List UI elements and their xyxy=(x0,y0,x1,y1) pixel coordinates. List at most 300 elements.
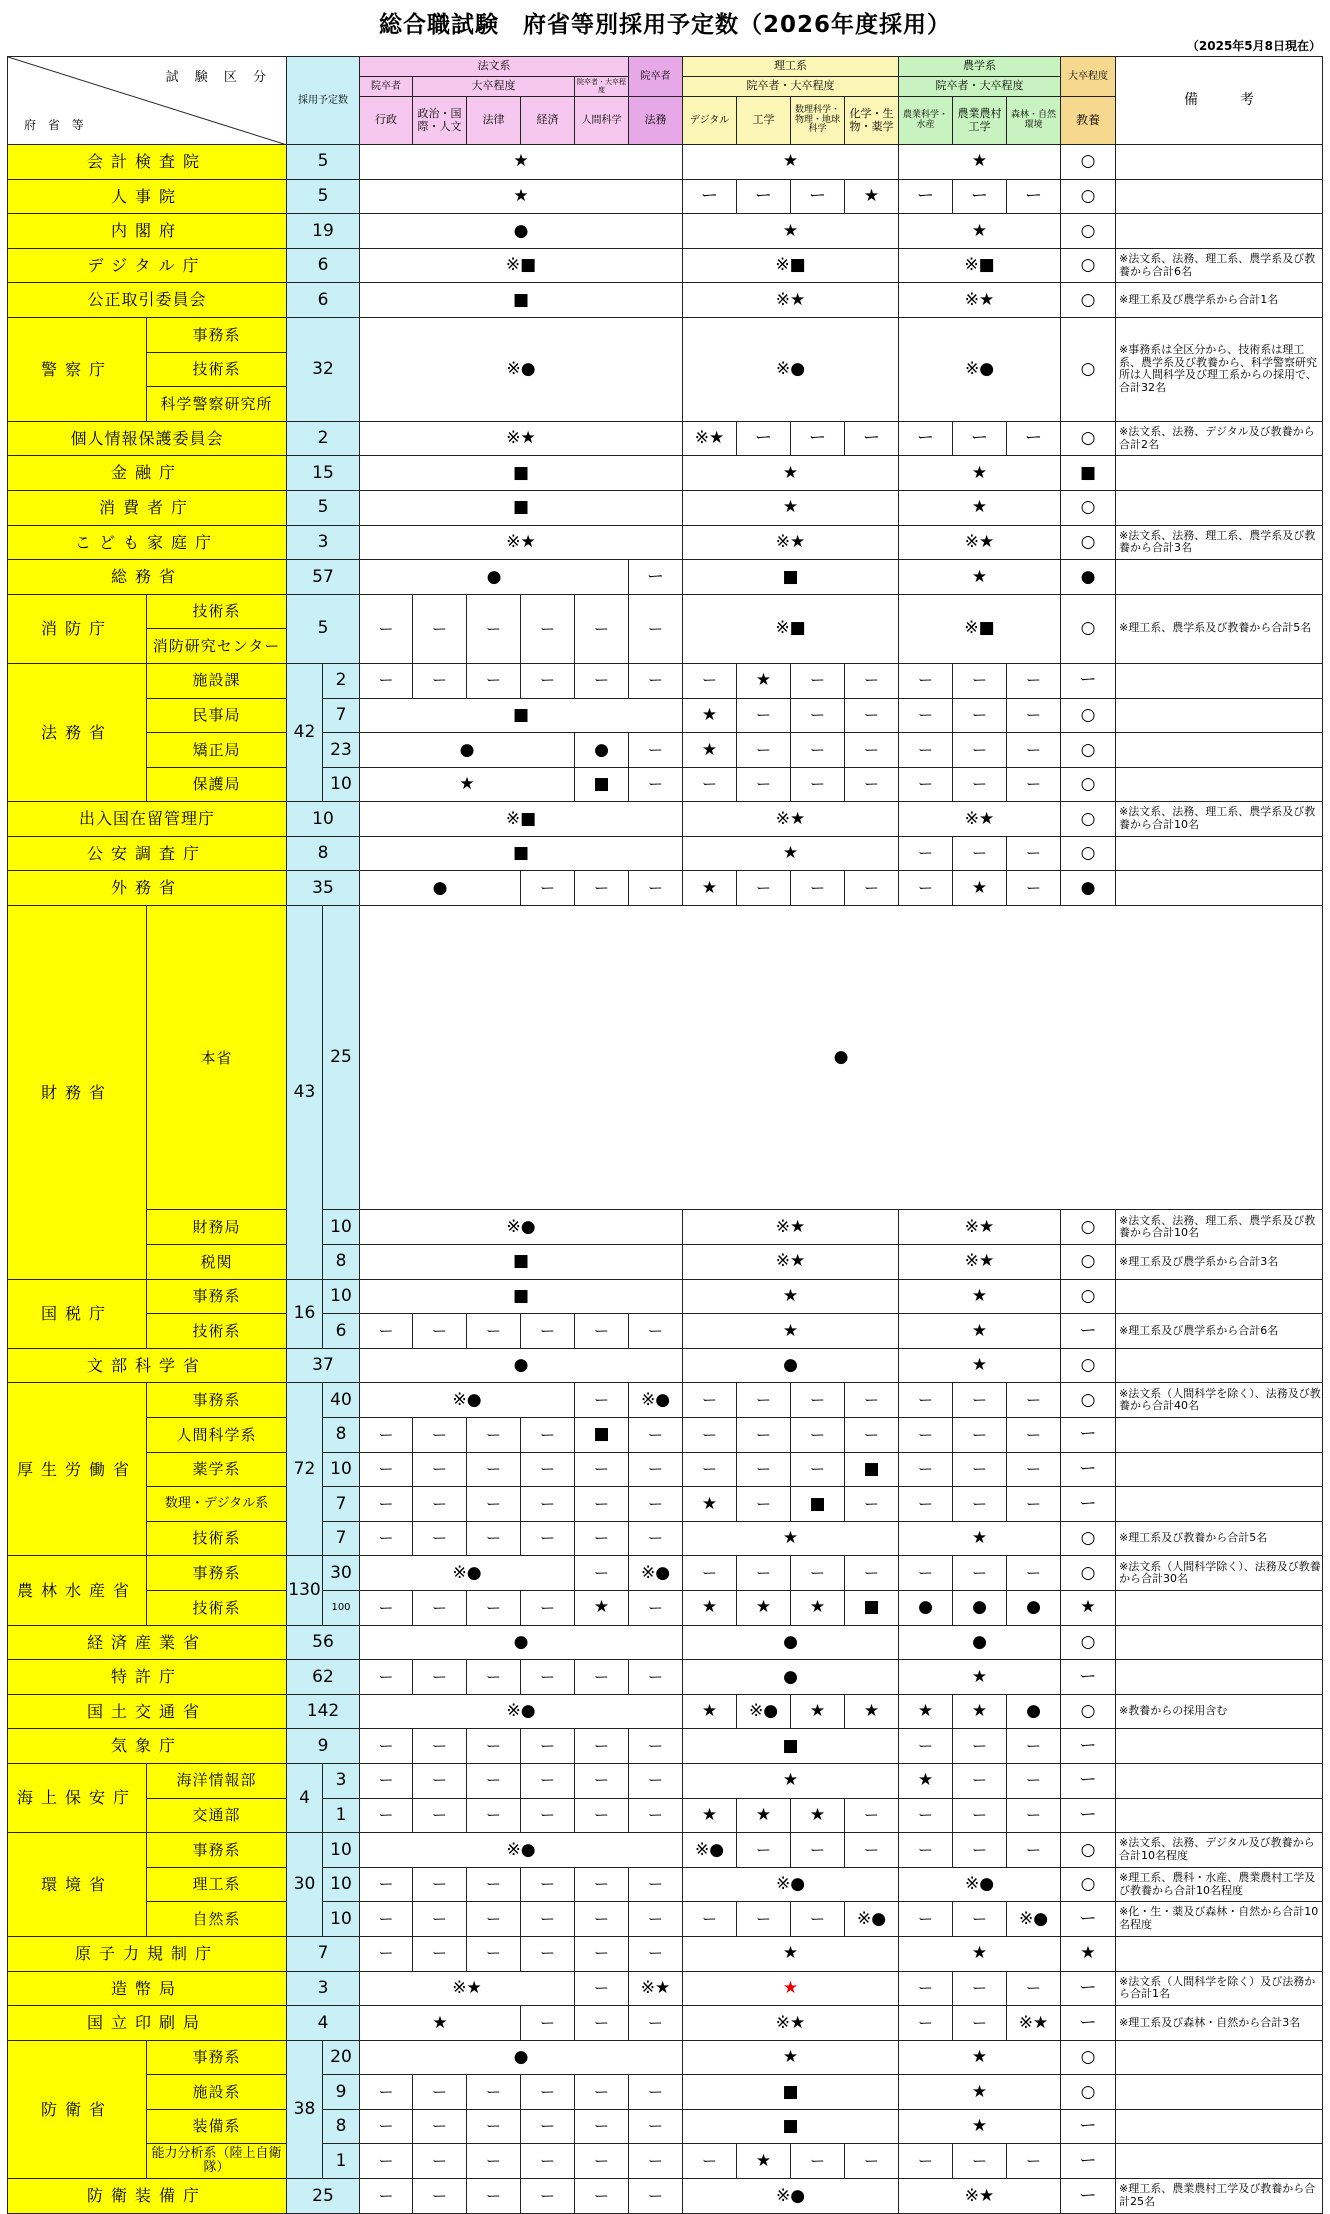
ministry-name: 農林水産省 xyxy=(8,1556,147,1625)
corner-top-label: 試 験 区 分 xyxy=(165,70,272,85)
empty-mark: ー xyxy=(467,1867,521,1902)
mark-cell: ★ xyxy=(953,1694,1007,1729)
ministry-name: 国土交通省 xyxy=(8,1694,287,1729)
empty-mark: ー xyxy=(360,1798,413,1833)
empty-mark: ー xyxy=(899,1971,953,2006)
mark-cell: ● xyxy=(360,1625,683,1660)
mark-cell: ★ xyxy=(683,1694,737,1729)
remark-cell xyxy=(1116,1660,1323,1695)
mark-cell: ■ xyxy=(683,1729,899,1764)
empty-mark: ー xyxy=(360,2179,413,2214)
empty-mark: ー xyxy=(737,1487,791,1522)
remark-cell: ※理工系、農学系及び教養から合計5名 xyxy=(1116,594,1323,663)
division-count: 7 xyxy=(323,698,360,733)
empty-mark: ー xyxy=(521,2179,575,2214)
empty-mark: ー xyxy=(467,1487,521,1522)
mark-cell: ● xyxy=(575,733,629,768)
ministry-name: 国立印刷局 xyxy=(8,2006,287,2041)
empty-mark: ー xyxy=(791,2144,845,2179)
empty-mark: ー xyxy=(413,2144,467,2179)
remark-cell: ※法文系、法務、デジタル及び教養から合計2名 xyxy=(1116,421,1323,456)
mark-cell: ※★ xyxy=(683,525,899,560)
ministry-name: 防衛省 xyxy=(8,2040,147,2178)
empty-mark: ー xyxy=(521,1798,575,1833)
empty-mark: ー xyxy=(413,1418,467,1453)
remark-cell xyxy=(1116,1729,1323,1764)
empty-mark: ー xyxy=(575,1729,629,1764)
empty-mark: ー xyxy=(845,1833,899,1868)
empty-mark: ー xyxy=(953,1487,1007,1522)
empty-mark: ー xyxy=(899,1383,953,1418)
col-kyoyo: 教養 xyxy=(1061,97,1116,145)
empty-mark: ー xyxy=(521,1729,575,1764)
empty-mark: ー xyxy=(683,1418,737,1453)
edu-mark: ー xyxy=(1061,2109,1116,2144)
mark-cell: ★ xyxy=(899,490,1061,525)
empty-mark: ー xyxy=(683,2144,737,2179)
empty-mark: ー xyxy=(360,1763,413,1798)
empty-mark: ー xyxy=(953,698,1007,733)
ministry-name: 個人情報保護委員会 xyxy=(8,421,287,456)
as-of-date: （2025年5月8日現在） xyxy=(1186,39,1321,53)
plan-total: 19 xyxy=(287,214,360,249)
mark-cell: ● xyxy=(360,733,575,768)
mark-cell: ★ xyxy=(683,1936,899,1971)
empty-mark: ー xyxy=(360,1902,413,1937)
mark-cell: ★ xyxy=(899,145,1061,180)
empty-mark: ー xyxy=(629,2109,683,2144)
mark-cell: ★ xyxy=(791,1694,845,1729)
division-name: 事務系 xyxy=(147,1279,287,1314)
empty-mark: ー xyxy=(360,1729,413,1764)
col-suri: 数理科学・物理・地球科学 xyxy=(791,97,845,145)
empty-mark: ー xyxy=(521,1452,575,1487)
ministry-name: 気象庁 xyxy=(8,1729,287,1764)
mark-cell: ※■ xyxy=(683,594,899,663)
mark-cell: ※★ xyxy=(683,421,737,456)
mark-cell: ★ xyxy=(683,871,737,906)
empty-mark: ー xyxy=(629,767,683,802)
empty-mark: ー xyxy=(899,698,953,733)
empty-mark: ー xyxy=(575,2075,629,2110)
edu-mark: ○ xyxy=(1061,145,1116,180)
col-horitsu: 法律 xyxy=(467,97,521,145)
empty-mark: ー xyxy=(737,767,791,802)
remark-cell xyxy=(1116,1348,1323,1383)
mark-cell: ★ xyxy=(899,1660,1061,1695)
mark-cell: ● xyxy=(899,1625,1061,1660)
mark-cell: ★ xyxy=(899,1348,1061,1383)
mark-cell: ★ xyxy=(683,836,899,871)
edu-mark: ○ xyxy=(1061,1279,1116,1314)
mark-cell: ★ xyxy=(899,214,1061,249)
empty-mark: ー xyxy=(953,1452,1007,1487)
ministry-name: 厚生労働省 xyxy=(8,1383,147,1556)
empty-mark: ー xyxy=(791,663,845,698)
empty-mark: ー xyxy=(1007,767,1061,802)
edu-mark: ■ xyxy=(1061,456,1116,491)
remark-cell: ※理工系、農業農村工学及び教養から合計25名 xyxy=(1116,2179,1323,2214)
empty-mark: ー xyxy=(629,1729,683,1764)
mark-cell: ■ xyxy=(845,1590,899,1625)
mark-cell: ※● xyxy=(629,1556,683,1591)
empty-mark: ー xyxy=(521,1867,575,1902)
mark-cell: ※★ xyxy=(360,525,683,560)
ministry-name: 特許庁 xyxy=(8,1660,287,1695)
col-homu: 法務 xyxy=(629,97,683,145)
plan-total: 15 xyxy=(287,456,360,491)
mark-cell: ★ xyxy=(683,214,899,249)
mark-cell: ※★ xyxy=(899,1210,1061,1245)
mark-cell: ★ xyxy=(360,179,683,214)
empty-mark: ー xyxy=(1007,1556,1061,1591)
remark-cell: ※理工系及び農学系から合計6名 xyxy=(1116,1314,1323,1349)
ministry-name: 防衛装備庁 xyxy=(8,2179,287,2214)
remark-cell xyxy=(1116,836,1323,871)
empty-mark: ー xyxy=(521,1521,575,1556)
plan-count-header: 採用予定数 xyxy=(287,57,360,145)
empty-mark: ー xyxy=(953,836,1007,871)
col-seiji: 政治・国際・人文 xyxy=(413,97,467,145)
mark-cell: ● xyxy=(360,1348,683,1383)
empty-mark: ー xyxy=(899,2144,953,2179)
empty-mark: ー xyxy=(791,698,845,733)
empty-mark: ー xyxy=(629,1902,683,1937)
mark-cell: ★ xyxy=(683,1487,737,1522)
empty-mark: ー xyxy=(845,1798,899,1833)
mark-cell: ★ xyxy=(683,1763,899,1798)
ministry-name: 人事院 xyxy=(8,179,287,214)
mark-cell: ★ xyxy=(737,2144,791,2179)
empty-mark: ー xyxy=(791,1833,845,1868)
mark-cell: ※● xyxy=(360,1694,683,1729)
empty-mark: ー xyxy=(629,1660,683,1695)
edu-mark: ー xyxy=(1061,1798,1116,1833)
edu-univ-header: 大卒程度 xyxy=(1061,57,1116,97)
empty-mark: ー xyxy=(467,1418,521,1453)
mark-cell: ー xyxy=(1007,179,1061,214)
empty-mark: ー xyxy=(683,1452,737,1487)
empty-mark: ー xyxy=(629,871,683,906)
empty-mark: ー xyxy=(899,767,953,802)
division-count: 10 xyxy=(323,1902,360,1937)
remark-cell: ※法文系（人間科学除く）、法務及び教養から合計30名 xyxy=(1116,1556,1323,1591)
mark-cell: ※★ xyxy=(683,1245,899,1280)
empty-mark: ー xyxy=(575,1971,629,2006)
mark-cell: ■ xyxy=(683,2075,899,2110)
division-name: 交通部 xyxy=(147,1798,287,1833)
empty-mark: ー xyxy=(575,1452,629,1487)
empty-mark: ー xyxy=(629,1487,683,1522)
division-count: 10 xyxy=(323,1833,360,1868)
division-name: 技術系 xyxy=(147,352,287,387)
edu-mark: ー xyxy=(1061,1660,1116,1695)
plan-total: 5 xyxy=(287,594,360,663)
division-name: 科学警察研究所 xyxy=(147,387,287,422)
plan-total: 6 xyxy=(287,283,360,318)
division-count: 23 xyxy=(323,733,360,768)
empty-mark: ー xyxy=(899,733,953,768)
edu-mark: ー xyxy=(1061,1902,1116,1937)
empty-mark: ー xyxy=(575,1798,629,1833)
remark-cell xyxy=(1116,2109,1323,2144)
empty-mark: ー xyxy=(521,1763,575,1798)
mark-cell: ※■ xyxy=(360,248,683,283)
edu-mark: ○ xyxy=(1061,2075,1116,2110)
division-name: 事務系 xyxy=(147,1556,287,1591)
empty-mark: ー xyxy=(413,1521,467,1556)
edu-mark: ○ xyxy=(1061,1348,1116,1383)
mark-cell: ★ xyxy=(737,663,791,698)
mark-cell: ● xyxy=(1007,1590,1061,1625)
division-name: 財務局 xyxy=(147,1210,287,1245)
empty-mark: ー xyxy=(1007,836,1061,871)
empty-mark: ー xyxy=(413,1867,467,1902)
empty-mark: ー xyxy=(629,663,683,698)
empty-mark: ー xyxy=(899,2006,953,2041)
remark-cell xyxy=(1116,1452,1323,1487)
edu-mark: ○ xyxy=(1061,421,1116,456)
plan-total: 3 xyxy=(287,525,360,560)
mark-cell: ※■ xyxy=(899,594,1061,663)
division-name: 技術系 xyxy=(147,1314,287,1349)
empty-mark: ー xyxy=(413,1452,467,1487)
empty-mark: ー xyxy=(521,1487,575,1522)
empty-mark: ー xyxy=(360,1521,413,1556)
mark-cell: ー xyxy=(683,179,737,214)
col-keizai: 経済 xyxy=(521,97,575,145)
sci-grad-univ-header: 院卒者・大卒程度 xyxy=(683,77,899,97)
empty-mark: ー xyxy=(737,1902,791,1937)
ministry-name: 原子力規制庁 xyxy=(8,1936,287,1971)
empty-mark: ー xyxy=(575,1383,629,1418)
remark-cell xyxy=(1116,214,1323,249)
ministry-name: 金融庁 xyxy=(8,456,287,491)
plan-total: 130 xyxy=(287,1556,323,1625)
empty-mark: ー xyxy=(629,1763,683,1798)
mark-cell: ★ xyxy=(683,490,899,525)
division-name: 本省 xyxy=(147,906,287,1210)
mark-cell: ● xyxy=(1007,1694,1061,1729)
plan-total: 35 xyxy=(287,871,360,906)
ministry-name: 消防庁 xyxy=(8,594,147,663)
empty-mark: ー xyxy=(1007,1971,1061,2006)
empty-mark: ー xyxy=(629,1521,683,1556)
empty-mark: ー xyxy=(845,698,899,733)
division-count: 2 xyxy=(323,663,360,698)
empty-mark: ー xyxy=(575,1867,629,1902)
edu-mark: ○ xyxy=(1061,1383,1116,1418)
mark-cell: ■ xyxy=(575,1418,629,1453)
empty-mark: ー xyxy=(953,1556,1007,1591)
page-title: 総合職試験 府省等別採用予定数（2026年度採用） xyxy=(378,12,951,38)
empty-mark: ー xyxy=(575,663,629,698)
empty-mark: ー xyxy=(413,594,467,663)
edu-mark: ○ xyxy=(1061,283,1116,318)
plan-total: 4 xyxy=(287,2006,360,2041)
empty-mark: ー xyxy=(360,1418,413,1453)
mark-cell: ※● xyxy=(683,2179,899,2214)
law-univ-header: 大卒程度 xyxy=(413,77,575,97)
empty-mark: ー xyxy=(629,1452,683,1487)
plan-total: 57 xyxy=(287,560,360,595)
edu-mark: ○ xyxy=(1061,214,1116,249)
empty-mark: ー xyxy=(575,1660,629,1695)
ministry-name: 公正取引委員会 xyxy=(8,283,287,318)
mark-cell: ★ xyxy=(791,1798,845,1833)
mark-cell: ※★ xyxy=(683,283,899,318)
empty-mark: ー xyxy=(899,1418,953,1453)
division-name: 施設系 xyxy=(147,2075,287,2110)
header-corner xyxy=(8,57,287,145)
agr-group-header: 農学系 xyxy=(899,57,1061,77)
division-count: 8 xyxy=(323,1245,360,1280)
division-count: 9 xyxy=(323,2075,360,2110)
empty-mark: ー xyxy=(953,1902,1007,1937)
mark-cell: ★ xyxy=(899,2109,1061,2144)
division-name: 装備系 xyxy=(147,2109,287,2144)
mark-cell: ※● xyxy=(899,317,1061,421)
mark-cell: ※● xyxy=(737,1694,791,1729)
empty-mark: ー xyxy=(521,1660,575,1695)
empty-mark: ー xyxy=(1007,1798,1061,1833)
col-nogyo: 農業科学・水産 xyxy=(899,97,953,145)
mark-cell: ※● xyxy=(629,1383,683,1418)
empty-mark: ー xyxy=(845,871,899,906)
empty-mark: ー xyxy=(1007,1383,1061,1418)
ministry-name: 財務省 xyxy=(8,906,147,1280)
mark-cell: ー xyxy=(899,179,953,214)
plan-total: 3 xyxy=(287,1971,360,2006)
remark-cell xyxy=(1116,1936,1323,1971)
sci-group-header: 理工系 xyxy=(683,57,899,77)
plan-total: 43 xyxy=(287,906,323,1280)
mark-cell: ★ xyxy=(683,1971,899,2006)
col-kogaku: 工学 xyxy=(737,97,791,145)
empty-mark: ー xyxy=(575,1314,629,1349)
division-count: 10 xyxy=(323,767,360,802)
empty-mark: ー xyxy=(575,2144,629,2179)
empty-mark: ー xyxy=(467,1729,521,1764)
col-ningen: 人間科学 xyxy=(575,97,629,145)
law-grad-univ-header: 院卒者・大卒程度 xyxy=(575,77,629,97)
empty-mark: ー xyxy=(629,1867,683,1902)
mark-cell: ー xyxy=(899,421,953,456)
empty-mark: ー xyxy=(953,2006,1007,2041)
mark-cell: ● xyxy=(360,214,683,249)
remarks-header: 備 考 xyxy=(1116,57,1323,145)
remark-cell xyxy=(1116,145,1323,180)
empty-mark: ー xyxy=(467,1521,521,1556)
empty-mark: ー xyxy=(737,698,791,733)
empty-mark: ー xyxy=(521,594,575,663)
empty-mark: ー xyxy=(953,1833,1007,1868)
empty-mark: ー xyxy=(467,1660,521,1695)
mark-cell: ★ xyxy=(683,145,899,180)
mark-cell: ★ xyxy=(899,456,1061,491)
division-name: 事務系 xyxy=(147,2040,287,2075)
law-grad-header: 院卒者 xyxy=(360,77,413,97)
empty-mark: ー xyxy=(899,871,953,906)
mark-cell: ■ xyxy=(360,698,683,733)
mark-cell: ー xyxy=(845,421,899,456)
edu-mark: ○ xyxy=(1061,525,1116,560)
mark-cell: ● xyxy=(899,1590,953,1625)
empty-mark: ー xyxy=(845,767,899,802)
mark-cell: ★ xyxy=(683,1521,899,1556)
empty-mark: ー xyxy=(791,1383,845,1418)
remark-cell: ※法文系、法務、理工系、農学系及び教養から合計6名 xyxy=(1116,248,1323,283)
division-name: 税関 xyxy=(147,1245,287,1280)
empty-mark: ー xyxy=(953,1763,1007,1798)
mark-cell: ■ xyxy=(360,836,683,871)
mark-cell: ー xyxy=(791,179,845,214)
edu-mark: ○ xyxy=(1061,594,1116,663)
mark-cell: ー xyxy=(629,560,683,595)
edu-mark: ● xyxy=(1061,871,1116,906)
mark-cell: ※★ xyxy=(899,1245,1061,1280)
remark-cell xyxy=(1116,767,1323,802)
ministry-name: 法務省 xyxy=(8,663,147,801)
mark-cell: ★ xyxy=(899,2075,1061,2110)
division-count: 100 xyxy=(323,1590,360,1625)
empty-mark: ー xyxy=(575,1521,629,1556)
empty-mark: ー xyxy=(629,1590,683,1625)
remark-cell: ※理工系及び教養から合計5名 xyxy=(1116,1521,1323,1556)
remark-cell xyxy=(1116,456,1323,491)
empty-mark: ー xyxy=(521,1418,575,1453)
mark-cell: ★ xyxy=(899,2040,1061,2075)
plan-total: 4 xyxy=(287,1763,323,1832)
mark-cell: ★ xyxy=(899,1314,1061,1349)
homu-grad-header: 院卒者 xyxy=(629,57,683,97)
empty-mark: ー xyxy=(629,594,683,663)
mark-cell: ※■ xyxy=(683,248,899,283)
mark-cell: ● xyxy=(683,1660,899,1695)
empty-mark: ー xyxy=(791,1902,845,1937)
empty-mark: ー xyxy=(899,1798,953,1833)
empty-mark: ー xyxy=(467,1590,521,1625)
mark-cell: ※★ xyxy=(629,1971,683,2006)
empty-mark: ー xyxy=(1007,1418,1061,1453)
mark-cell: ★ xyxy=(683,733,737,768)
mark-cell: ★ xyxy=(953,871,1007,906)
edu-mark: ○ xyxy=(1061,733,1116,768)
division-name: 能力分析系（陸上自衛隊） xyxy=(147,2144,287,2179)
mark-cell: ■ xyxy=(575,767,629,802)
plan-total: 37 xyxy=(287,1348,360,1383)
empty-mark: ー xyxy=(575,1556,629,1591)
division-count: 6 xyxy=(323,1314,360,1349)
empty-mark: ー xyxy=(899,1729,953,1764)
mark-cell: ★ xyxy=(899,560,1061,595)
ministry-name: 経済産業省 xyxy=(8,1625,287,1660)
empty-mark: ー xyxy=(899,836,953,871)
edu-mark: ○ xyxy=(1061,2040,1116,2075)
plan-total: 5 xyxy=(287,179,360,214)
mark-cell: ■ xyxy=(845,1452,899,1487)
mark-cell: ー xyxy=(953,179,1007,214)
empty-mark: ー xyxy=(467,2179,521,2214)
empty-mark: ー xyxy=(791,1418,845,1453)
empty-mark: ー xyxy=(467,1936,521,1971)
edu-mark: ○ xyxy=(1061,1867,1116,1902)
empty-mark: ー xyxy=(791,1556,845,1591)
plan-total: 30 xyxy=(287,1833,323,1937)
empty-mark: ー xyxy=(413,1314,467,1349)
remark-cell xyxy=(1116,2040,1323,2075)
empty-mark: ー xyxy=(521,1590,575,1625)
